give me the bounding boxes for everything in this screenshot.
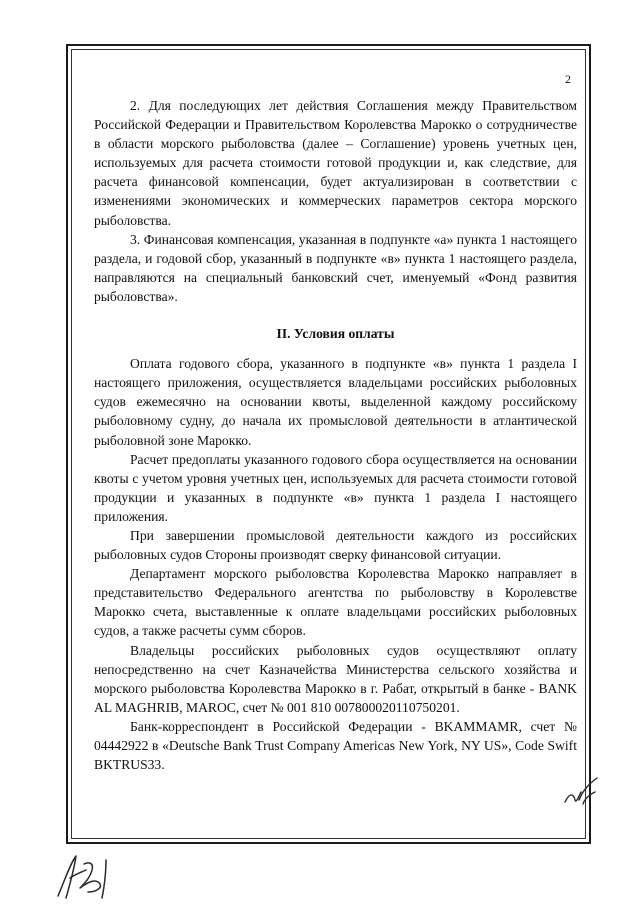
paragraph-reconciliation: При завершении промысловой деятельности каждого из российских рыболовных судов Стороны производят сверку финансовой ситуации. bbox=[94, 527, 577, 563]
initials-signature bbox=[561, 774, 601, 814]
paragraph-annual-fee: Оплата годового сбора, указанного в подпункте «в» пункта 1 раздела I настоящего приложения, осуществляется владельцами российских рыболовных судов ежемесячно на основании квоты, выделенной каждому российскому рыболовному судну, до начала их промысловой деятельности в атлантической рыболовной зоне Марокко. bbox=[94, 356, 577, 448]
paragraph-2: 2. Для последующих лет действия Соглашения между Правительством Российской Федерации и Правительством Королевства Марокко о сотрудничестве в области морского рыболовства (далее – Соглашение) уровень учетных цен, используемых для расчета стоимости готовой продукции и, как следствие, для расчета финансовой компенсации, будет актуализирован в соответствии с изменениями экономических и коммерческих параметров сектора морского рыболовства. bbox=[94, 98, 577, 228]
paragraph-prepayment: Расчет предоплаты указанного годового сбора осуществляется на основании квоты с учетом уровня учетных цен, используемых для расчета стоимости готовой продукции и указанных в подпункте «в» пункта 1 раздела I настоящего приложения. bbox=[94, 451, 577, 524]
paragraph-3: 3. Финансовая компенсация, указанная в подпункте «а» пункта 1 настоящего раздела, и годовой сбор, указанный в подпункте «в» пункта 1 настоящего раздела, направляются на специальный банковский счет, именуемый «Фонд развития рыболовства». bbox=[94, 231, 577, 304]
handwritten-signature bbox=[54, 852, 134, 902]
paragraph-department: Департамент морского рыболовства Королевства Марокко направляет в представительство Федерального агентства по рыболовству в Королевстве Марокко счета, выставленные к оплате владельцами российских рыболовных судов, а также расчеты сумм сборов. bbox=[94, 566, 577, 639]
paragraph-correspondent-bank: Банк-корреспондент в Российской Федерации - BKAMMAMR, счет № 04442922 в «Deutsche Bank Trust Company Americas New York, NY US», Code Swift BKTRUS33. bbox=[94, 718, 577, 773]
section-heading-payment-terms: II. Условия оплаты bbox=[276, 326, 395, 342]
document-body bbox=[94, 96, 577, 774]
page-number: 2 bbox=[565, 72, 571, 86]
paragraph-owners-payment: Владельцы российских рыболовных судов осуществляют оплату непосредственно на счет Казначейства Министерства сельского хозяйства и морского рыболовства Королевства Марокко в г. Рабат, открытый в банке - BANK AL MAGHRIB, MAROC, счет № 001 810 007800020110750201. bbox=[94, 642, 577, 715]
